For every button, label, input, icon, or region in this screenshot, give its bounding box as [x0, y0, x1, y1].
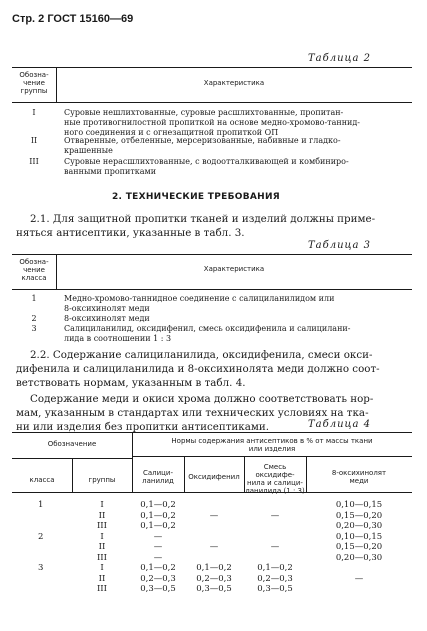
table2-caption: Таблица 2: [308, 53, 372, 64]
table2-top-rule: [12, 67, 412, 68]
table3-caption: Таблица 3: [308, 240, 372, 251]
table3-top-rule: [12, 254, 412, 255]
para-2-2: 2.2. Содержание салициланилида, оксидифенила, смеси окси- дифенила и салициланилида и 8-оксихинолята меди должно соот- ветствовать нормам, указанным в табл. 4.: [16, 349, 380, 389]
table4-norms-header: Нормы содержания антисептиков в % от массы ткани или изделия: [171, 437, 373, 453]
table4-class-group-divider: [72, 458, 73, 492]
table2-group-3: III: [29, 157, 39, 166]
table3-text-1: Медно-хромово-таннидное соединение с салициланилидом или 8-оксихинолят меди: [64, 294, 335, 313]
table4-oxyquinolate-col: 0,10—0,15 0,15—0,20 0,20—0,30 0,10—0,15 0,15—0,20 0,20—0,30 —: [335, 500, 383, 584]
page-header: Стр. 2 ГОСТ 15160—69: [12, 13, 134, 25]
table4-header-rule: [12, 492, 412, 493]
table3-col1-header: Обозна- чение класса: [19, 258, 49, 282]
table2-header-rule: [12, 102, 412, 103]
table3-text-2: 8-оксихинолят меди: [64, 314, 150, 323]
table4-designation-header: Обозначение: [47, 440, 97, 448]
table2-col1-header: Обозна- чение группы: [19, 71, 49, 95]
table4-groups-col: I II III I II III I II III: [96, 500, 108, 594]
table4-top-rule: [12, 432, 412, 433]
section-title: 2. ТЕХНИЧЕСКИЕ ТРЕБОВАНИЯ: [112, 192, 281, 202]
table4-header-mixture: Смесь оксидифе- нила и салици- ланилида (1 : 3): [245, 463, 305, 495]
table4-class-2: 2: [38, 532, 44, 542]
table3-header-rule: [12, 289, 412, 290]
table4-mixture-col: — — 0,1—0,2 0,2—0,3 0,3—0,5: [257, 510, 293, 594]
table4-class-1: 1: [38, 500, 44, 510]
table4-class-3: 3: [38, 563, 44, 573]
para-2-1: 2.1. Для защитной пропитки тканей и изделий должны приме- няться антисептики, указанные в табл. 3.: [16, 213, 376, 239]
table2-col2-header: Характеристика: [203, 79, 265, 87]
table4-header-oxydiphenyl: Оксидифенил: [188, 473, 240, 481]
para-copper-chrome: Содержание меди и окиси хрома должно соответствовать нор- мам, указанным в стандартах или технических условиях на тка- ни или изделия без пропитки антисептиками.: [16, 393, 374, 433]
table2-group-2: II: [30, 136, 38, 145]
table4-header-group: группы: [88, 476, 116, 484]
table3-class-1: 1: [31, 294, 37, 303]
table2-text-1: Суровые нешлихтованные, суровые расшлихтованные, пропитан- ные противогнилостной пропиткой на основе медно-хромово-таннид- ного соединения и с огнезащитной пропиткой ОП: [64, 108, 360, 137]
table4-caption: Таблица 4: [308, 419, 372, 430]
table3-class-2: 2: [31, 314, 37, 323]
table4-norms-subrule: [132, 456, 412, 457]
table3-class-3: 3: [31, 324, 37, 333]
table2-text-3: Суровые нерасшлихтованные, с водоотталкивающей и комбиниро- ванными пропитками: [64, 157, 349, 176]
table3-text-3: Салициланилид, оксидифенил, смесь оксидифенила и салицилани- лида в соотношении 1 : 3: [64, 324, 351, 343]
table4-salicylanilide-col: 0,1—0,2 0,1—0,2 0,1—0,2 — — — 0,1—0,2 0,2—0,3 0,3—0,5: [140, 500, 176, 594]
table3-col2-header: Характеристика: [203, 265, 265, 273]
table4-header-oxyquinolate: 8-оксихинолят меди: [331, 469, 387, 485]
table2-text-2: Отваренные, отбеленные, мерсеризованные, набивные и гладко- крашенные: [64, 136, 341, 155]
table4-oxydiphenyl-col: — — 0,1—0,2 0,2—0,3 0,3—0,5: [196, 510, 232, 594]
table4-header-class: класса: [29, 476, 55, 484]
table2-group-1: I: [32, 108, 36, 117]
table4-header-salicylanilide: Салици- ланилид: [142, 469, 174, 485]
